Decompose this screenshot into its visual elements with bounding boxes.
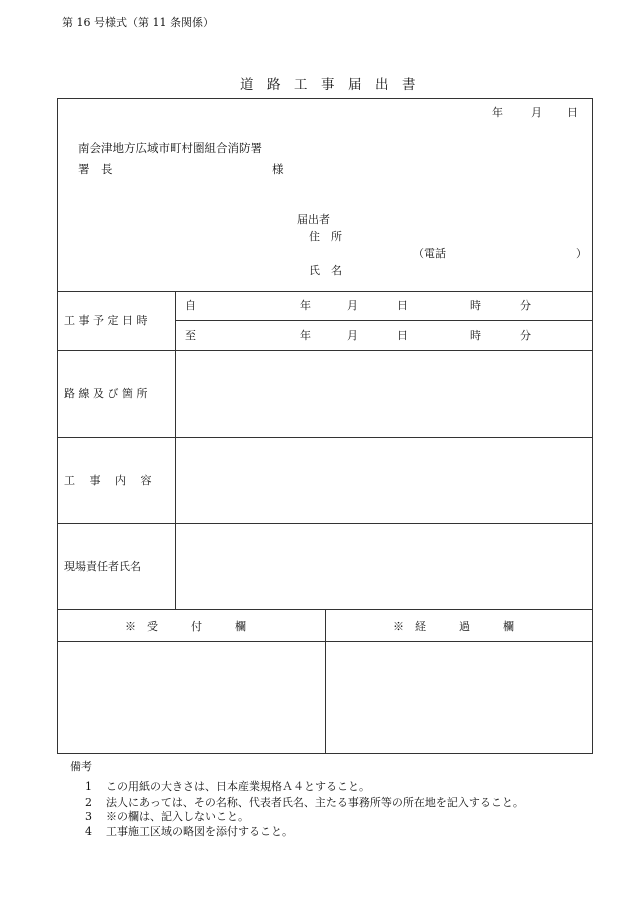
- schedule-to-month: 月: [347, 329, 358, 342]
- applicant-address-label: 住 所: [309, 230, 342, 243]
- addressee-honorific: 様: [272, 162, 284, 176]
- reception-field: [58, 642, 324, 753]
- schedule-from-year: 年: [300, 299, 311, 312]
- addressee-chief: 署 長: [78, 162, 113, 176]
- divider: [57, 291, 593, 292]
- note-text: 法人にあっては、その名称、代表者氏名、主たる事務所等の所在地を記入すること。: [106, 796, 524, 809]
- schedule-to-minute: 分: [520, 329, 531, 342]
- schedule-from-hour: 時: [470, 299, 481, 312]
- applicant-label: 届出者: [297, 213, 330, 226]
- note-number: 3: [85, 810, 92, 823]
- date-month: 月: [531, 106, 542, 119]
- route-field[interactable]: [176, 351, 592, 436]
- date-day: 日: [567, 106, 578, 119]
- note-text: この用紙の大きさは、日本産業規格Ａ４とすること。: [106, 780, 370, 793]
- content-label: 工 事 内 容: [64, 474, 152, 487]
- content-field[interactable]: [176, 438, 592, 522]
- note-number: 1: [85, 780, 92, 793]
- note-text: 工事施工区域の略図を添付すること。: [106, 825, 293, 838]
- notes-header: 備考: [70, 760, 92, 773]
- note-number: 4: [85, 825, 92, 838]
- progress-field: [326, 642, 592, 753]
- applicant-name-label: 氏 名: [309, 264, 342, 277]
- manager-field[interactable]: [176, 524, 592, 608]
- date-year: 年: [492, 106, 503, 119]
- applicant-name-field[interactable]: [360, 262, 580, 278]
- applicant-phone-close: ）: [576, 247, 587, 260]
- schedule-to-day: 日: [397, 329, 408, 342]
- applicant-phone-label: （電話: [413, 247, 446, 260]
- schedule-label: 工 事 予 定 日 時: [64, 314, 148, 327]
- reception-header: ※ 受 付 欄: [125, 620, 246, 633]
- note-text: ※の欄は、記入しないこと。: [106, 810, 249, 823]
- schedule-from-month: 月: [347, 299, 358, 312]
- schedule-from-label: 自: [185, 299, 196, 312]
- schedule-to-year: 年: [300, 329, 311, 342]
- applicant-address-field[interactable]: [360, 228, 580, 244]
- schedule-from-day: 日: [397, 299, 408, 312]
- divider: [175, 320, 593, 321]
- schedule-to-label: 至: [185, 329, 196, 342]
- form-number: 第 16 号様式（第 11 条関係）: [62, 16, 214, 29]
- applicant-phone-field[interactable]: [450, 245, 570, 261]
- manager-label: 現場責任者氏名: [64, 560, 141, 573]
- schedule-from-minute: 分: [520, 299, 531, 312]
- addressee-org: 南会津地方広域市町村圏組合消防署: [78, 141, 262, 155]
- note-number: 2: [85, 796, 92, 809]
- route-label: 路 線 及 び 箇 所: [64, 387, 148, 400]
- schedule-to-hour: 時: [470, 329, 481, 342]
- page-title: 道 路 工 事 届 出 書: [240, 77, 416, 93]
- progress-header: ※ 経 過 欄: [393, 620, 514, 633]
